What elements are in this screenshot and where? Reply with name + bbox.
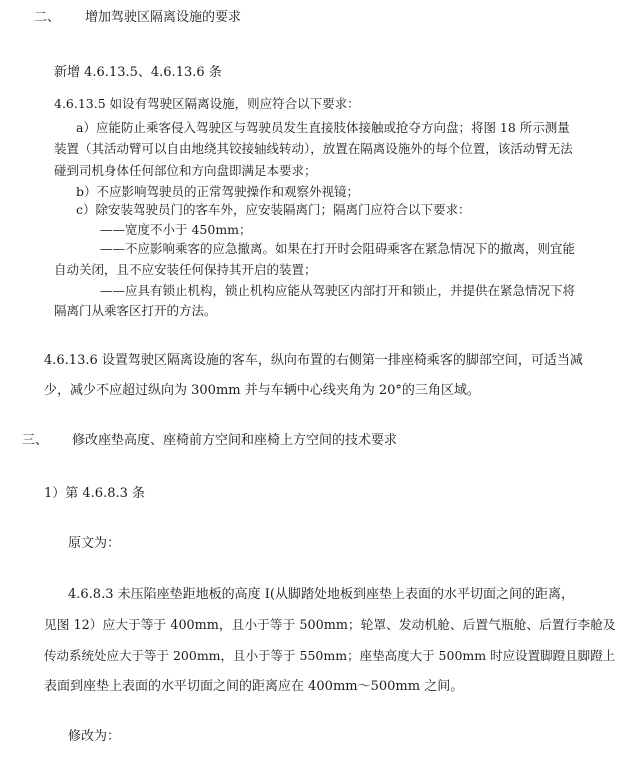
original-clause-line-1: 4.6.8.3 未压陷座垫距地板的高度 I(从脚踏处地板到座垫上表面的水平切面之间的距离， <box>68 587 574 602</box>
dash-item-3-line-1: ——应具有锁止机构，锁止机构应能从驾驶区内部打开和锁止，并提供在紧急情况下将 <box>100 283 576 298</box>
subsection-1: 1）第 4.6.8.3 条 <box>44 486 146 501</box>
item-a-line-2: 装置（其活动臂可以自由地绕其铰接轴线转动），放置在隔离设施外的每个位置，该活动臂无法 <box>54 141 573 156</box>
section-2-number: 二、 <box>34 10 61 25</box>
item-a-line-3: 碰到司机身体任何部位和方向盘即满足本要求； <box>54 163 317 178</box>
dash-item-1: ——宽度不小于 450mm； <box>100 222 252 237</box>
item-b: b）不应影响驾驶员的正常驾驶操作和观察外视镜； <box>76 184 360 199</box>
dash-item-3-line-2: 隔离门从乘客区打开的方法。 <box>54 303 217 318</box>
clause-4-6-13-6-line-1: 4.6.13.6 设置驾驶区隔离设施的客车，纵向布置的右侧第一排座椅乘客的脚部空间，可适当减 <box>44 353 583 368</box>
section-2-heading: 增加驾驶区隔离设施的要求 <box>85 10 242 25</box>
item-c: c）除安装驾驶员门的客车外，应安装隔离门；隔离门应符合以下要求： <box>76 202 471 217</box>
section-3-heading: 修改座垫高度、座椅前方空间和座椅上方空间的技术要求 <box>72 433 398 448</box>
section-3-number: 三、 <box>22 433 49 448</box>
clause-4-6-13-6-line-2: 少，减少不应超过纵向为 300mm 并与车辆中心线夹角为 20°的三角区域。 <box>44 383 480 398</box>
dash-item-2-line-2: 自动关闭，且不应安装任何保持其开启的装置； <box>54 262 317 277</box>
original-clause-line-2: 见图 12）应大于等于 400mm，且小于等于 500mm；轮罩、发动机舱、后置气瓶舱、后置行李舱及 <box>44 618 616 633</box>
original-clause-line-3: 传动系统处应大于等于 200mm，且小于等于 550mm；座垫高度大于 500mm 时应设置脚蹬且脚蹬上 <box>44 648 616 663</box>
clause-4-6-13-5-intro: 4.6.13.5 如设有驾驶区隔离设施，则应符合以下要求： <box>54 96 360 111</box>
modified-text-label: 修改为： <box>68 729 121 744</box>
original-clause-line-4: 表面到座垫上表面的水平切面之间的距离应在 400mm～500mm 之间。 <box>44 679 464 694</box>
original-text-label: 原文为： <box>68 536 121 551</box>
dash-item-2-line-1: ——不应影响乘客的应急撤离。如果在打开时会阻碍乘客在紧急情况下的撤离，则宜能 <box>100 241 576 256</box>
added-clauses-line: 新增 4.6.13.5、4.6.13.6 条 <box>54 65 222 80</box>
item-a-line-1: a）应能防止乘客侵入驾驶区与驾驶员发生直接肢体接触或抢夺方向盘；将图 18 所示测量 <box>76 120 570 135</box>
